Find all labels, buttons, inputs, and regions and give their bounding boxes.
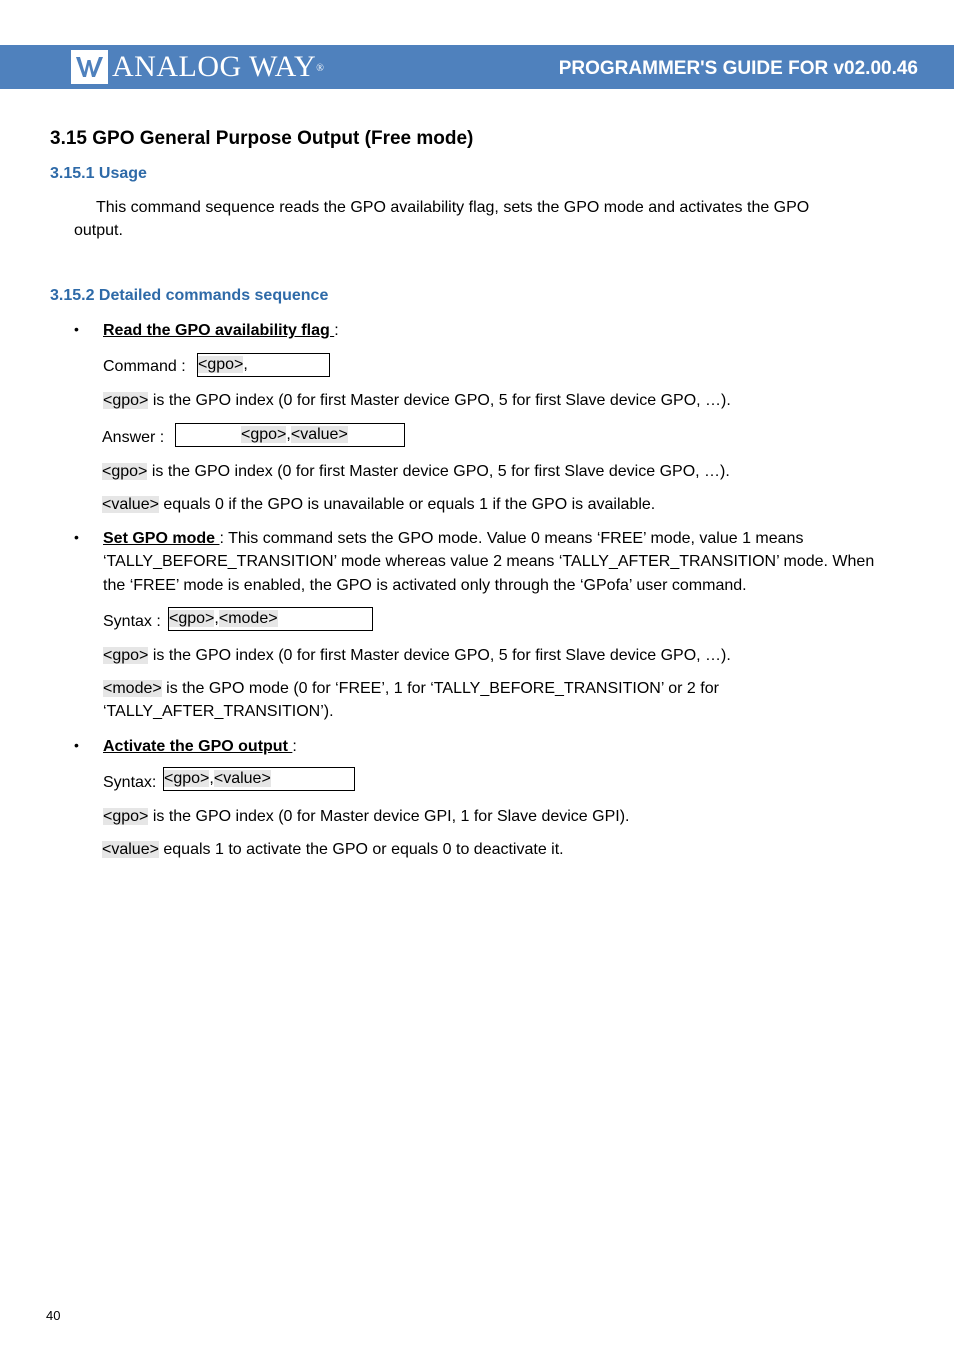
code-token: <gpo> [102,463,148,480]
code-token: <gpo> [103,392,149,409]
detailed-heading: 3.15.2 Detailed commands sequence [50,287,329,304]
logo-wordmark: ANALOG WAY® [112,50,325,83]
syntax-box: <gpo>,<value> [163,767,355,791]
desc-line: <gpo> is the GPO index (0 for first Master device GPO, 5 for first Slave device GPO, …). [103,392,731,409]
code-token: <gpo> [241,426,287,443]
code-token: <value> [102,841,159,858]
command-box: <gpo>, [197,353,330,377]
desc-line: <value> equals 0 if the GPO is unavailable or equals 1 if the GPO is available. [102,496,656,513]
syntax-label: Syntax : [103,613,161,630]
item-title: Read the GPO availability flag [103,322,335,339]
item-title: Activate the GPO output [103,738,293,755]
desc-line: <gpo> is the GPO index (0 for Master device GPI, 1 for Slave device GPI). [103,808,630,825]
usage-text: This command sequence reads the GPO availability flag, sets the GPO mode and activates the GPO [96,199,810,216]
syntax-label: Syntax: [103,774,157,791]
item-title: Set GPO mode [103,530,220,547]
usage-heading: 3.15.1 Usage [50,165,147,182]
syntax-box: <gpo>,<mode> [168,607,373,631]
code-token: <value> [290,426,348,443]
document-title: PROGRAMMER'S GUIDE FOR v02.00.46 [558,58,918,79]
code-token: <value> [102,496,159,513]
section-heading: 3.15 GPO General Purpose Output (Free mode) [50,128,474,149]
code-token: <mode> [218,610,278,627]
code-token: <gpo> [103,808,149,825]
bullet-icon: • [74,737,79,753]
header-bar [0,45,954,89]
code-token: <gpo> [164,770,210,787]
item-intro-line: ‘TALLY_BEFORE_TRANSITION’ mode whereas value 2 means ‘TALLY_AFTER_TRANSITION’ mode. When [103,553,875,570]
answer-box: <gpo>,<value> [175,423,405,447]
page-number: 40 [46,1308,61,1323]
item-intro-line: the ‘FREE’ mode is enabled, the GPO is activated only through the ‘GPofa’ user command. [103,577,747,594]
desc-line: <mode> is the GPO mode (0 for ‘FREE’, 1 for ‘TALLY_BEFORE_TRANSITION’ or 2 for [103,680,719,697]
usage-text-cont: output. [74,222,123,239]
code-token: <mode> [103,680,162,697]
answer-label: Answer : [102,429,165,446]
item-read-flag: Read the GPO availability flag : [103,322,339,339]
code-token: <gpo> [169,610,215,627]
bullet-icon: • [74,321,79,337]
desc-line-cont: ‘TALLY_AFTER_TRANSITION’). [103,703,334,720]
code-token: <value> [213,770,271,787]
code-token: <gpo> [103,647,149,664]
code-token: <gpo> [198,356,244,373]
desc-line: <gpo> is the GPO index (0 for first Master device GPO, 5 for first Slave device GPO, …). [103,647,731,664]
item-set-mode: Set GPO mode : This command sets the GPO mode. Value 0 means ‘FREE’ mode, value 1 means [103,530,804,547]
desc-line: <value> equals 1 to activate the GPO or equals 0 to deactivate it. [102,841,564,858]
item-activate: Activate the GPO output : [103,738,297,755]
bullet-icon: • [74,529,79,545]
analog-way-logo-icon [71,50,108,84]
command-label: Command : [103,358,186,375]
desc-line: <gpo> is the GPO index (0 for first Master device GPO, 5 for first Slave device GPO, …). [102,463,730,480]
